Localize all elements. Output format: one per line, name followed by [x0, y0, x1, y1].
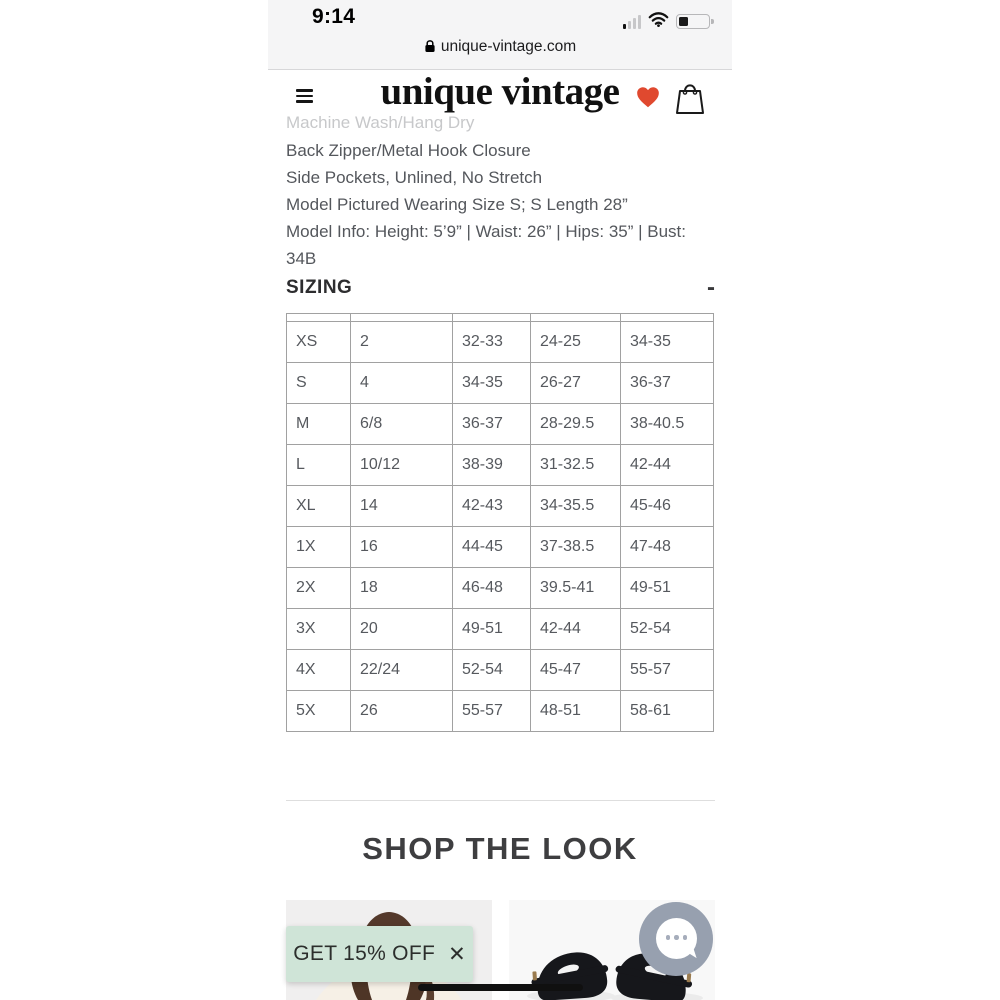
table-header-cell [453, 314, 531, 322]
table-row [287, 527, 714, 568]
close-icon[interactable]: ✕ [448, 942, 466, 966]
table-cell: 26-27 [531, 363, 621, 404]
sizing-accordion-header[interactable] [286, 274, 715, 301]
table-cell: 42-43 [453, 486, 531, 527]
size-chart-table [286, 313, 714, 732]
table-cell: 37-38.5 [531, 527, 621, 568]
table-row [287, 568, 714, 609]
chat-bubble-icon [656, 918, 697, 959]
table-cell: 20 [351, 609, 453, 650]
table-cell: 45-47 [531, 650, 621, 691]
table-cell: 26 [351, 691, 453, 732]
wifi-icon [648, 11, 669, 32]
shopping-bag-icon[interactable] [673, 80, 707, 121]
url-text: unique-vintage.com [440, 38, 577, 55]
table-cell: S [287, 363, 351, 404]
table-cell: 42-44 [621, 445, 714, 486]
table-cell: 28-29.5 [531, 404, 621, 445]
table-cell: 2 [351, 322, 453, 363]
product-detail-line-faded: Machine Wash/Hang Dry [286, 113, 475, 132]
collapse-minus-icon[interactable]: - [707, 274, 715, 301]
table-cell: 38-40.5 [621, 404, 714, 445]
table-cell: 32-33 [453, 322, 531, 363]
table-cell: 52-54 [453, 650, 531, 691]
table-cell: 16 [351, 527, 453, 568]
section-divider [286, 800, 715, 801]
cellular-signal-icon [623, 15, 642, 29]
table-header-row [287, 314, 714, 322]
table-cell: 4X [287, 650, 351, 691]
product-details [286, 137, 715, 272]
table-cell: 55-57 [621, 650, 714, 691]
table-cell: 52-54 [621, 609, 714, 650]
table-cell: 48-51 [531, 691, 621, 732]
table-header-cell [621, 314, 714, 322]
table-cell: 10/12 [351, 445, 453, 486]
table-header-cell [351, 314, 453, 322]
table-cell: 46-48 [453, 568, 531, 609]
table-cell: 18 [351, 568, 453, 609]
table-row [287, 691, 714, 732]
sizing-title: SIZING [286, 277, 353, 298]
table-cell: 45-46 [621, 486, 714, 527]
product-detail-line: Model Pictured Wearing Size S; S Length 28” [286, 195, 628, 214]
table-cell: 1X [287, 527, 351, 568]
table-row [287, 363, 714, 404]
table-cell: 3X [287, 609, 351, 650]
table-cell: M [287, 404, 351, 445]
table-cell: 36-37 [621, 363, 714, 404]
table-cell: 38-39 [453, 445, 531, 486]
table-cell: 58-61 [621, 691, 714, 732]
table-cell: 49-51 [621, 568, 714, 609]
table-row [287, 445, 714, 486]
wishlist-heart-icon[interactable] [635, 85, 661, 114]
table-cell: 42-44 [531, 609, 621, 650]
table-cell: 24-25 [531, 322, 621, 363]
table-cell: 22/24 [351, 650, 453, 691]
table-row [287, 609, 714, 650]
address-bar[interactable] [268, 38, 732, 56]
table-cell: 5X [287, 691, 351, 732]
table-cell: L [287, 445, 351, 486]
lock-icon [424, 39, 436, 53]
table-header-cell [287, 314, 351, 322]
brand-logo[interactable]: unique vintage [380, 70, 620, 113]
table-cell: 44-45 [453, 527, 531, 568]
table-cell: 31-32.5 [531, 445, 621, 486]
home-indicator[interactable] [418, 984, 583, 991]
table-cell: XS [287, 322, 351, 363]
table-row [287, 486, 714, 527]
clock: 9:14 [312, 5, 356, 28]
promo-banner[interactable] [286, 926, 473, 982]
table-cell: 34-35.5 [531, 486, 621, 527]
table-cell: 14 [351, 486, 453, 527]
promo-label: GET 15% OFF [293, 942, 436, 965]
product-detail-line: Back Zipper/Metal Hook Closure [286, 141, 531, 160]
table-row [287, 322, 714, 363]
table-cell: 55-57 [453, 691, 531, 732]
table-cell: 39.5-41 [531, 568, 621, 609]
table-cell: 34-35 [621, 322, 714, 363]
shop-the-look-title: SHOP THE LOOK [362, 831, 638, 866]
system-icons [623, 11, 711, 32]
battery-icon [676, 14, 710, 29]
site-header [268, 70, 732, 113]
table-cell: 36-37 [453, 404, 531, 445]
table-cell: 49-51 [453, 609, 531, 650]
table-cell: 47-48 [621, 527, 714, 568]
phone-screen [268, 0, 732, 1000]
table-row [287, 650, 714, 691]
table-cell: 6/8 [351, 404, 453, 445]
table-cell: 34-35 [453, 363, 531, 404]
table-header-cell [531, 314, 621, 322]
table-cell: 4 [351, 363, 453, 404]
product-detail-line: Side Pockets, Unlined, No Stretch [286, 168, 543, 187]
chat-widget-button[interactable] [639, 902, 713, 976]
product-detail-line: Model Info: Height: 5’9” | Waist: 26” | Hips: 35” | Bust: 34B [286, 222, 686, 268]
table-cell: XL [287, 486, 351, 527]
status-bar [268, 0, 732, 70]
table-row [287, 404, 714, 445]
table-cell: 2X [287, 568, 351, 609]
